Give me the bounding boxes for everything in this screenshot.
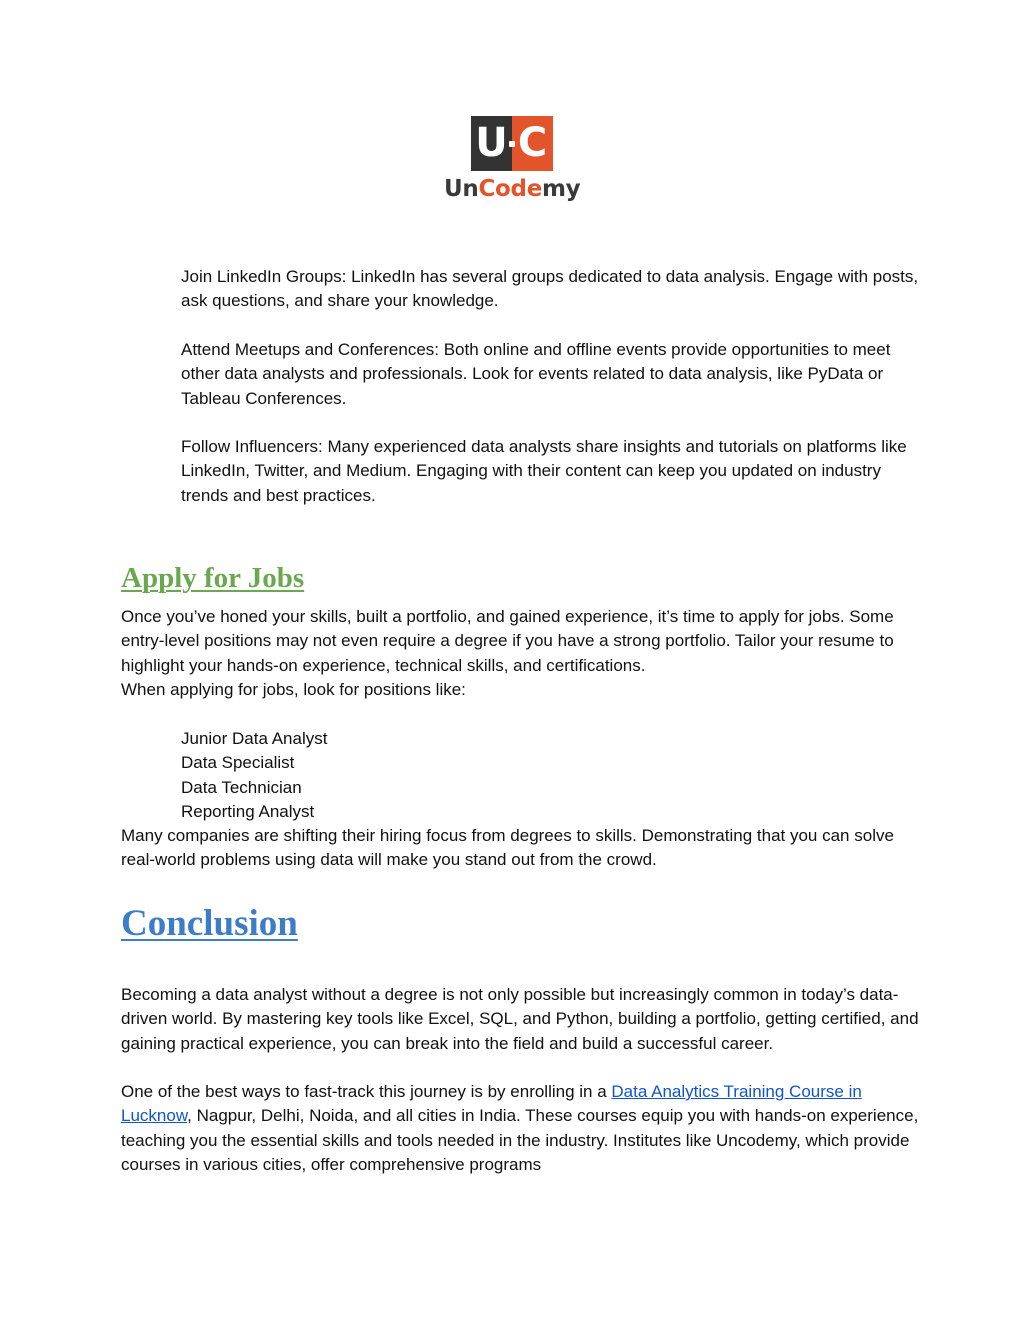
positions-list [181, 727, 921, 824]
paragraph-conclusion-2 [121, 1080, 921, 1177]
list-item: Junior Data Analyst [181, 729, 328, 748]
paragraph-linkedin-groups: Join LinkedIn Groups: LinkedIn has several groups dedicated to data analysis. Engage with posts, ask questions, and share your knowledge. [181, 267, 919, 311]
wordmark-my: my [542, 176, 581, 202]
list-item: Data Specialist [181, 753, 295, 773]
paragraph-meetups: Attend Meetups and Conferences: Both online and offline events provide opportunities to meet other data analysts and professionals. Look for events related to data analysis, like PyData or Tableau Conferences. [181, 340, 891, 408]
list-item: Reporting Analyst [181, 801, 315, 821]
heading-conclusion: Conclusion [121, 903, 298, 944]
wordmark-un: Un [444, 176, 479, 202]
course-link[interactable]: Data Analytics Training Course in Lucknow [121, 1082, 862, 1126]
logo-mark-u: U [471, 116, 512, 171]
wordmark-code: Code [478, 176, 542, 202]
paragraph-influencers: Follow Influencers: Many experienced data analysts share insights and tutorials on platforms like LinkedIn, Twitter, and Medium. Engaging with their content can keep you updated on industry trends and best practices. [181, 437, 907, 505]
logo-wordmark [444, 176, 580, 202]
paragraph-conclusion-1: Becoming a data analyst without a degree is not only possible but increasingly common in today’s data-driven world. By mastering key tools like Excel, SQL, and Python, building a portfolio, getting certified, and gaining practical experience, you can break into the field and build a successful career. [121, 985, 919, 1053]
heading-apply-for-jobs: Apply for Jobs [121, 562, 305, 594]
conclusion-text-before: One of the best ways to fast-track this journey is by enrolling in a [121, 1082, 612, 1101]
logo-dot [509, 141, 515, 147]
list-item: Data Technician [181, 777, 302, 797]
paragraph-apply-outro: Many companies are shifting their hiring focus from degrees to skills. Demonstrating that you can solve real-world problems using data will make you stand out from the crowd. [121, 826, 894, 870]
conclusion-text-after: , Nagpur, Delhi, Noida, and all cities in India. These courses equip you with hands-on experience, teaching you the essential skills and tools needed in the industry. Institutes like Uncodemy, which provide courses in various cities, offer comprehensive programs [121, 1106, 919, 1174]
paragraph-apply-intro: Once you’ve honed your skills, built a portfolio, and gained experience, it’s time to apply for jobs. Some entry-level positions may not even require a degree if you have a strong portfolio. Tailor your resume to highlight your hands-on experience, technical skills, and certifications. [121, 607, 894, 675]
uncodemy-logo [444, 116, 580, 208]
logo-mark-c: C [512, 116, 553, 171]
paragraph-apply-lead: When applying for jobs, look for positions like: [121, 680, 466, 699]
